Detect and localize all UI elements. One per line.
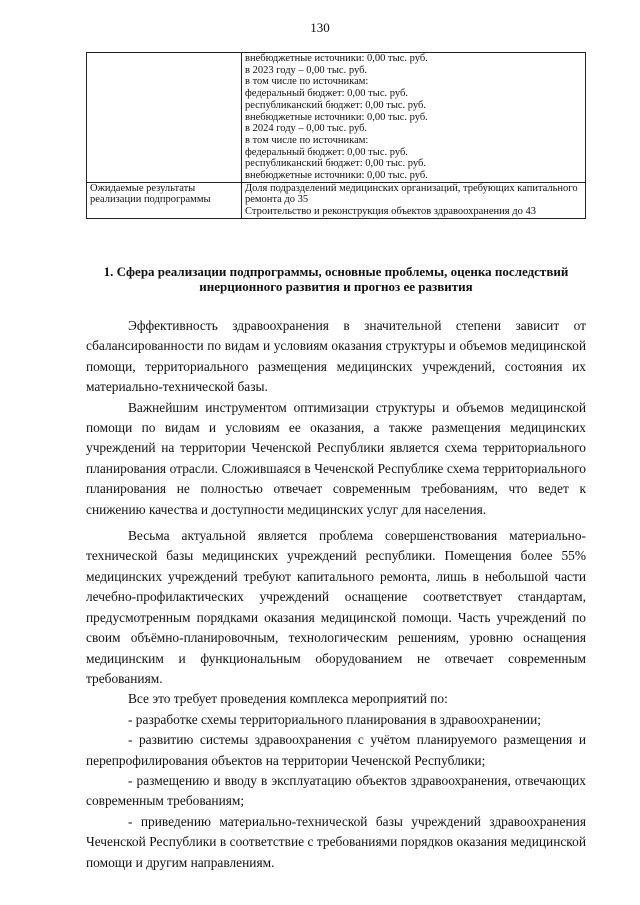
- section-body: [86, 316, 586, 873]
- table-line: Доля подразделений медицинских организаций, требующих капитального ремонта до 35: [245, 182, 578, 206]
- passport-table: [86, 52, 586, 219]
- table-line: внебюджетные источники: 0,00 тыс. руб.: [245, 53, 428, 64]
- table-line: республиканский бюджет: 0,00 тыс. руб.: [245, 99, 426, 111]
- table-cell-label: [87, 53, 242, 183]
- table-line: в 2023 году – 0,00 тыс. руб.: [245, 64, 368, 76]
- list-item: - развитию системы здравоохранения с учётом планируемого размещения и перепрофилирования объектов на территории Чеченской Республики;: [86, 732, 586, 768]
- table-cell-label: Ожидаемые результаты реализации подпрограммы: [87, 182, 242, 218]
- paragraph: Весьма актуальной является проблема совершенствования материально-технической базы медицинских учреждений республики. Помещения более 55% медицинских учреждений требуют капитального ремонта, лишь в небольшой части лечебно-профилактических учреждений оснащение соответствует стандартам, предусмотренным порядками оказания медицинской помощи. Часть учреждений по своим объёмно-планировочным, технологическим решениям, уровню оснащения медицинским и функциональным оборудованием не отвечает современным требованиям.: [86, 528, 586, 686]
- table-line: в том числе по источникам:: [245, 76, 369, 88]
- table-line: федеральный бюджет: 0,00 тыс. руб.: [245, 88, 408, 100]
- paragraph: Все это требует проведения комплекса мероприятий по:: [128, 691, 448, 707]
- section-heading: 1. Сфера реализации подпрограммы, основные проблемы, оценка последствий инерционного развития и прогноз ее развития: [103, 264, 569, 294]
- table-cell-value: [242, 53, 586, 183]
- table-row: [87, 182, 586, 218]
- table-line: внебюджетные источники: 0,00 тыс. руб.: [245, 111, 428, 123]
- table-line: республиканский бюджет: 0,00 тыс. руб.: [245, 158, 426, 170]
- page-number: 130: [310, 20, 330, 35]
- paragraph: Эффективность здравоохранения в значительной степени зависит от сбалансированности по видам и условиям оказания структуры и объемов медицинской помощи, территориального размещения медицинских учреждений, состояния их материально-технической базы.: [86, 318, 586, 395]
- table-line: в том числе по источникам:: [245, 134, 369, 146]
- table-cell-value: [242, 182, 586, 218]
- table-line: федеральный бюджет: 0,00 тыс. руб.: [245, 146, 408, 158]
- list-item: - приведению материально-технической базы учреждений здравоохранения Чеченской Республики в соответствие с требованиями порядков оказания медицинской помощи и другим направлениям.: [86, 813, 586, 870]
- list-item: - размещению и вводу в эксплуатацию объектов здравоохранения, отвечающих современным требованиям;: [86, 772, 586, 809]
- table-row: [87, 53, 586, 183]
- paragraph: Важнейшим инструментом оптимизации структуры и объемов медицинской помощи по видам и условиям ее оказания, а также размещения медицинских учреждений на территории Чеченской Республики является схема территориального планирования отрасли. Сложившаяся в Чеченской Республике схема территориального планирования не полностью отвечает современным требованиям, что ведет к снижению качества и доступности медицинских услуг для населения.: [86, 399, 586, 517]
- list-item: - разработке схемы территориального планирования в здравоохранении;: [128, 711, 541, 727]
- table-line: в 2024 году – 0,00 тыс. руб.: [245, 123, 368, 135]
- table-line: Строительство и реконструкция объектов здравоохранения до 43: [245, 206, 536, 218]
- table-line: внебюджетные источники: 0,00 тыс. руб.: [245, 170, 428, 182]
